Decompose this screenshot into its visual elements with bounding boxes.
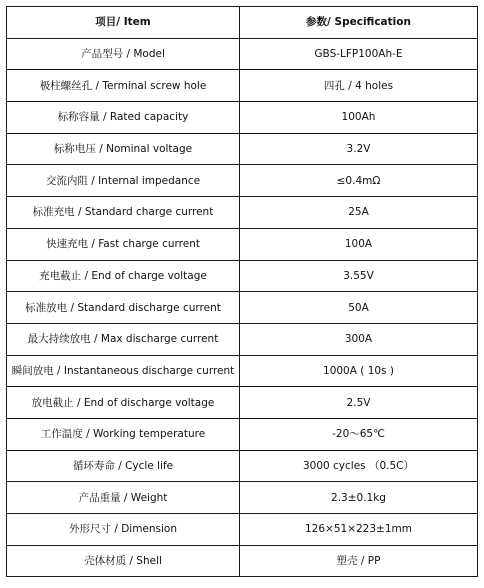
spec-cell: GBS-LFP100Ah-E xyxy=(240,38,478,70)
spec-cell: 100Ah xyxy=(240,102,478,134)
spec-cell: -20～65℃ xyxy=(240,418,478,450)
spec-cell: 1000A ( 10s ) xyxy=(240,355,478,387)
item-cell: 标称电压 / Nominal voltage xyxy=(7,133,240,165)
item-cell: 产品重量 / Weight xyxy=(7,482,240,514)
table-row xyxy=(7,197,478,229)
spec-cell: 塑壳 / PP xyxy=(240,545,478,577)
header-specification: 参数/ Specification xyxy=(240,7,478,39)
spec-cell: 126×51×223±1mm xyxy=(240,514,478,546)
item-cell: 循环寿命 / Cycle life xyxy=(7,450,240,482)
header-item: 项目/ Item xyxy=(7,7,240,39)
spec-cell: 四孔 / 4 holes xyxy=(240,70,478,102)
table-row xyxy=(7,387,478,419)
table-row xyxy=(7,292,478,324)
item-cell: 最大持续放电 / Max discharge current xyxy=(7,323,240,355)
table-header-row xyxy=(7,7,478,39)
spec-cell: 2.3±0.1kg xyxy=(240,482,478,514)
table-row xyxy=(7,70,478,102)
table-row xyxy=(7,102,478,134)
item-cell: 瞬间放电 / Instantaneous discharge current xyxy=(7,355,240,387)
spec-cell: ≤0.4mΩ xyxy=(240,165,478,197)
spec-cell: 3.55V xyxy=(240,260,478,292)
spec-cell: 100A xyxy=(240,228,478,260)
spec-cell: 50A xyxy=(240,292,478,324)
table-row xyxy=(7,482,478,514)
item-cell: 极柱螺丝孔 / Terminal screw hole xyxy=(7,70,240,102)
item-cell: 放电截止 / End of discharge voltage xyxy=(7,387,240,419)
item-cell: 工作温度 / Working temperature xyxy=(7,418,240,450)
table-row xyxy=(7,418,478,450)
spec-cell: 25A xyxy=(240,197,478,229)
spec-cell: 3000 cycles （0.5C） xyxy=(240,450,478,482)
item-cell: 标准放电 / Standard discharge current xyxy=(7,292,240,324)
table-row xyxy=(7,38,478,70)
item-cell: 标称容量 / Rated capacity xyxy=(7,102,240,134)
item-cell: 交流内阻 / Internal impedance xyxy=(7,165,240,197)
spec-cell: 2.5V xyxy=(240,387,478,419)
item-cell: 外形尺寸 / Dimension xyxy=(7,514,240,546)
table-row xyxy=(7,514,478,546)
table-row xyxy=(7,450,478,482)
item-cell: 充电截止 / End of charge voltage xyxy=(7,260,240,292)
table-row xyxy=(7,545,478,577)
spec-cell: 3.2V xyxy=(240,133,478,165)
item-cell: 标准充电 / Standard charge current xyxy=(7,197,240,229)
spec-cell: 300A xyxy=(240,323,478,355)
table-row xyxy=(7,165,478,197)
item-cell: 产品型号 / Model xyxy=(7,38,240,70)
item-cell: 快速充电 / Fast charge current xyxy=(7,228,240,260)
table-row xyxy=(7,228,478,260)
item-cell: 壳体材质 / Shell xyxy=(7,545,240,577)
table-row xyxy=(7,355,478,387)
specification-table xyxy=(6,6,478,577)
table-row xyxy=(7,260,478,292)
table-row xyxy=(7,133,478,165)
table-row xyxy=(7,323,478,355)
